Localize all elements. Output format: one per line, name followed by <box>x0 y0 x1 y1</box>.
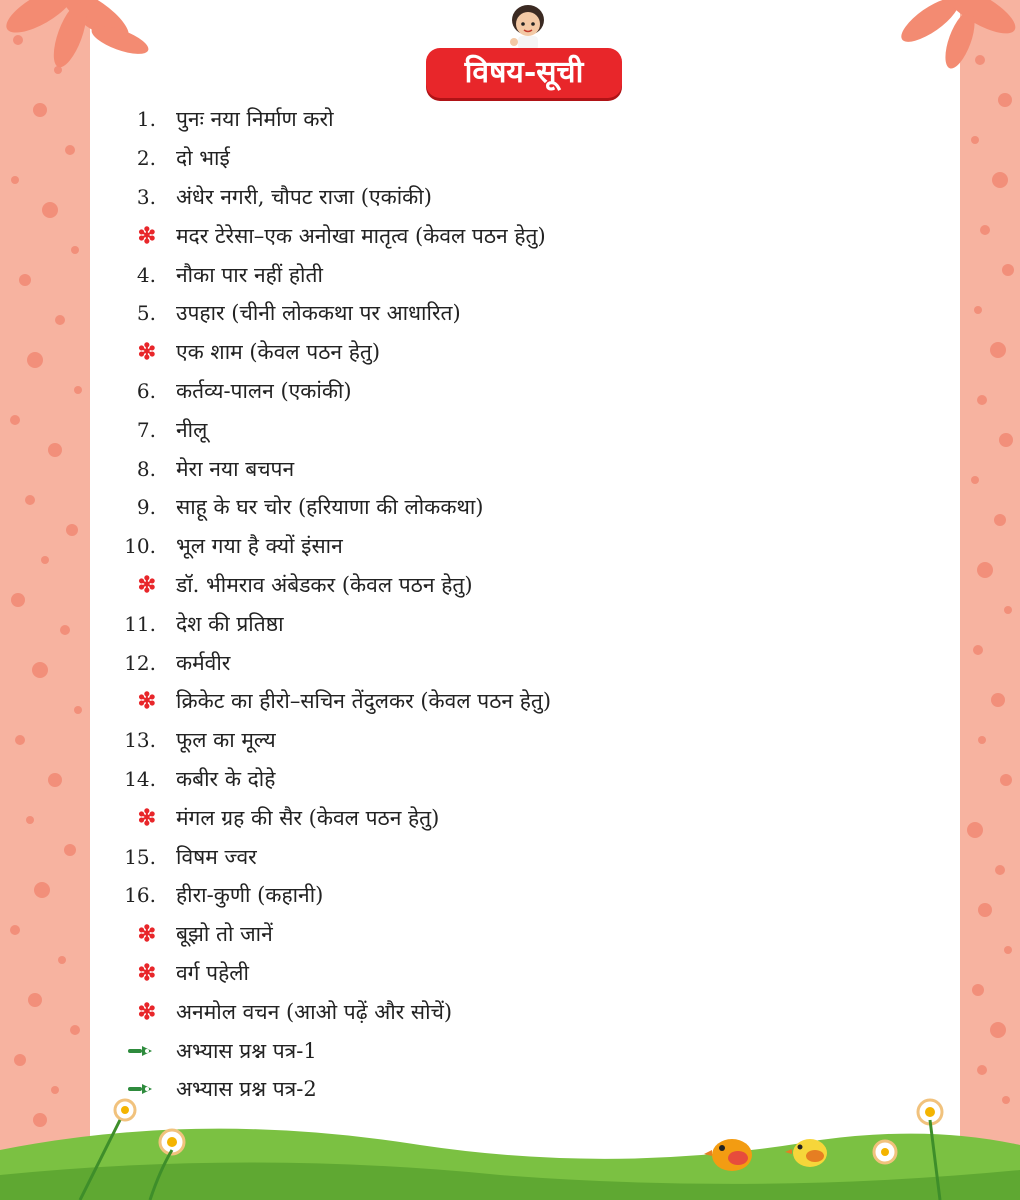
toc-entry[interactable] <box>118 837 738 876</box>
pen-bullet-icon <box>118 1044 156 1058</box>
toc-entry[interactable] <box>118 682 738 721</box>
toc-entry[interactable] <box>118 255 738 294</box>
entry-title: नौका पार नहीं होती <box>176 262 323 287</box>
toc-entry[interactable] <box>118 488 738 527</box>
entry-number: 13. <box>124 728 156 753</box>
star-bullet-icon <box>118 339 156 366</box>
toc-entry[interactable] <box>118 333 738 372</box>
star-bullet-glyph: ❇ <box>137 222 156 249</box>
grass-ground-decoration <box>0 1090 1020 1200</box>
right-dots-pattern <box>960 0 1020 1200</box>
toc-entry[interactable] <box>118 915 738 954</box>
toc-entry[interactable] <box>118 566 738 605</box>
star-bullet-glyph: ❇ <box>137 339 156 366</box>
entry-number: 14. <box>124 766 156 791</box>
entry-number: 15. <box>124 844 156 869</box>
left-dots-pattern <box>0 0 90 1200</box>
entry-title: मंगल ग्रह की सैर (केवल पठन हेतु) <box>176 805 440 830</box>
title-banner <box>426 48 622 98</box>
entry-title: देश की प्रतिष्ठा <box>176 611 284 636</box>
entry-title: अनमोल वचन (आओ पढ़ें और सोचें) <box>176 999 453 1024</box>
entry-number: 2. <box>136 146 156 171</box>
star-bullet-icon <box>118 688 156 715</box>
star-bullet-glyph: ❇ <box>137 571 156 598</box>
entry-number: 12. <box>124 650 156 675</box>
toc-entry[interactable] <box>118 1031 738 1070</box>
right-dotted-border <box>960 0 1020 1200</box>
entry-title: हीरा-कुणी (कहानी) <box>176 883 324 908</box>
entry-number: 5. <box>136 301 156 326</box>
toc-entry[interactable] <box>118 410 738 449</box>
entry-title: क्रिकेट का हीरो–सचिन तेंदुलकर (केवल पठन हेतु) <box>176 689 552 714</box>
toc-entry[interactable] <box>118 139 738 178</box>
entry-title: अभ्यास प्रश्न पत्र-1 <box>176 1038 317 1063</box>
toc-entry[interactable] <box>118 992 738 1031</box>
flower-icon <box>115 1100 135 1120</box>
toc-entry[interactable] <box>118 527 738 566</box>
entry-title: विषम ज्वर <box>176 844 257 869</box>
top-left-leaf-decoration <box>0 0 150 70</box>
entry-title: डॉ. भीमराव अंबेडकर (केवल पठन हेतु) <box>176 572 473 597</box>
entry-title: उपहार (चीनी लोककथा पर आधारित) <box>176 301 461 326</box>
entry-number: 1. <box>136 107 156 132</box>
toc-entry[interactable] <box>118 760 738 799</box>
entry-title: एक शाम (केवल पठन हेतु) <box>176 340 381 365</box>
entry-number: 3. <box>136 184 156 209</box>
entry-title: भूल गया है क्यों इंसान <box>176 534 343 559</box>
toc-entry[interactable] <box>118 954 738 993</box>
star-bullet-icon <box>118 921 156 948</box>
toc-entry[interactable] <box>118 178 738 217</box>
entry-title: मदर टेरेसा–एक अनोखा मातृत्व (केवल पठन हेतु) <box>176 223 546 248</box>
page-title: विषय-सूची <box>464 55 584 90</box>
star-bullet-icon <box>118 804 156 831</box>
top-right-leaf-decoration <box>900 0 1020 70</box>
entry-title: मेरा नया बचपन <box>176 456 295 481</box>
entry-number: 4. <box>136 262 156 287</box>
entry-number: 9. <box>136 495 156 520</box>
entry-title: वर्ग पहेली <box>176 960 249 985</box>
entry-title: फूल का मूल्य <box>176 728 276 753</box>
entry-number: 10. <box>124 534 156 559</box>
entry-number: 11. <box>124 611 156 636</box>
star-bullet-icon <box>118 571 156 598</box>
entry-title: दो भाई <box>176 146 230 171</box>
star-bullet-glyph: ❇ <box>137 921 156 948</box>
girl-mascot-icon <box>500 2 556 54</box>
entry-title: नीलू <box>176 417 208 442</box>
entry-title: साहू के घर चोर (हरियाणा की लोककथा) <box>176 495 484 520</box>
toc-entry[interactable] <box>118 604 738 643</box>
toc-entry[interactable] <box>118 372 738 411</box>
entry-number: 8. <box>136 456 156 481</box>
entry-title: बूझो तो जानें <box>176 922 273 947</box>
flower-icon <box>874 1141 896 1163</box>
entry-title: अंधेर नगरी, चौपट राजा (एकांकी) <box>176 184 432 209</box>
toc-entry[interactable] <box>118 100 738 139</box>
toc-entry[interactable] <box>118 449 738 488</box>
star-bullet-icon <box>118 959 156 986</box>
toc-entry[interactable] <box>118 294 738 333</box>
toc-entry[interactable] <box>118 216 738 255</box>
entry-number: 16. <box>124 883 156 908</box>
left-dotted-border <box>0 0 90 1200</box>
star-bullet-glyph: ❇ <box>137 998 156 1025</box>
toc-entry[interactable] <box>118 643 738 682</box>
table-of-contents <box>118 100 738 1109</box>
toc-entry[interactable] <box>118 798 738 837</box>
entry-title: कबीर के दोहे <box>176 766 276 791</box>
entry-title: कर्तव्य-पालन (एकांकी) <box>176 378 352 403</box>
star-bullet-glyph: ❇ <box>137 959 156 986</box>
star-bullet-glyph: ❇ <box>137 804 156 831</box>
entry-number: 7. <box>136 417 156 442</box>
toc-entry[interactable] <box>118 721 738 760</box>
entry-title: अभ्यास प्रश्न पत्र-2 <box>176 1077 317 1102</box>
entry-title: पुनः नया निर्माण करो <box>176 107 334 132</box>
entry-title: कर्मवीर <box>176 650 231 675</box>
star-bullet-icon <box>118 222 156 249</box>
toc-entry[interactable] <box>118 876 738 915</box>
entry-number: 6. <box>136 378 156 403</box>
star-bullet-glyph: ❇ <box>137 688 156 715</box>
star-bullet-icon <box>118 998 156 1025</box>
